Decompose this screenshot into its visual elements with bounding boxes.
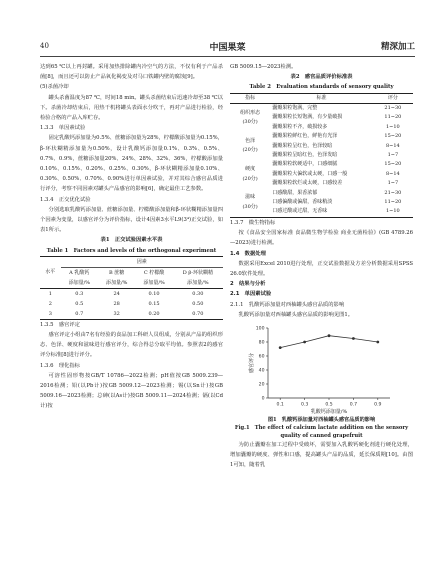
line-chart: [230, 322, 413, 416]
table2-score: 15~20: [384, 133, 402, 140]
table-cell: 28: [113, 300, 120, 307]
table-cell: 0.50: [192, 300, 204, 307]
x-axis-label: 乳酸钙添加量/%: [310, 408, 348, 415]
section-heading: 1.3.7 微生物指标: [230, 219, 276, 226]
table-cell: 24: [113, 290, 120, 297]
data-point: [328, 334, 331, 337]
journal-title: 中国果菜: [209, 43, 246, 53]
data-point: [303, 341, 306, 344]
indicator-name: 组织形态: [240, 109, 261, 116]
table1-caption: 表1 正交试验因素水平表: [100, 237, 163, 244]
table2-standard: 囊瓣果粒饱满，完整: [272, 105, 318, 112]
x-tick-label: 0.9: [374, 402, 382, 408]
section-heading: 1.4 数据处理: [230, 250, 266, 257]
left-column: [40, 62, 223, 412]
table2-score: 1~7: [387, 180, 399, 187]
table2-standard: 囊瓣果粒软烂或太硬，口感较差: [272, 180, 343, 187]
table2-caption: 表2 感官品质评价标准表: [290, 74, 353, 81]
table2-score: 11~20: [384, 114, 402, 121]
table2-standard: 囊瓣果粒大偏软或太硬，口感一般: [272, 170, 348, 177]
y-tick-label: 100: [255, 326, 265, 332]
table1-col-header: C 柠檬酸: [143, 269, 165, 276]
table2-standard: 囊瓣果粒不齐，破损较多: [272, 123, 328, 130]
y-axis-label: 感官评分: [249, 352, 255, 373]
table2-header: 标准: [316, 94, 327, 101]
table-cell: 32: [113, 310, 120, 317]
table2-score: 1~10: [386, 123, 400, 130]
table1: [40, 256, 223, 320]
right-column: [230, 62, 413, 471]
figure-caption-zh: 图1 乳酸钙添加量对西柚罐头感官品质的影响: [267, 416, 376, 423]
subheading: (5)杀菌冷却: [40, 84, 69, 91]
table-row: [40, 299, 223, 309]
series-line: [280, 336, 378, 348]
indicator-score: (30分): [242, 119, 258, 126]
figure-caption-en-2: [230, 432, 413, 440]
paragraph: 按《食品安全国家标准 食品微生物学检验 商业无菌检验》(GB 4789.26—2023)进行检测。: [230, 230, 413, 247]
table-cell: 1: [48, 290, 52, 297]
section-heading: 2.1 单因素试验: [230, 291, 272, 298]
table2-score: 21~30: [384, 105, 402, 112]
indicator-name: 硬度: [245, 166, 256, 173]
table2-score: 11~20: [384, 199, 402, 206]
data-point: [279, 346, 282, 349]
table1-unit: 添加量/%: [143, 279, 165, 286]
paragraph: 固定乳酸钙添加量为0.5%、蔗糖添加量为28%，柠檬酸添加量为0.15%，β-环状糊精添加量为0.50%，设计乳酸钙添加量0.1%、0.3%、0.5%、0.7%、0.9%，蔗糖添加量20%、24%、28%、32%、36%，柠檬酸添加量0.10%、0.15%、0.20%、0.25%、0.30%，β-环状糊精添加量0.10%、0.30%、0.50%、0.70%、0.90%进行单因素试验，并对其综合感官品质进行评分，考察不同因素对罐头产品感官的影响[6]，确定最佳工艺参数。: [40, 135, 223, 193]
paragraph: 乳酸钙添加量对西柚罐头感官品质的影响见图1。: [238, 311, 354, 318]
x-tick-label: 0.3: [300, 402, 309, 408]
table-row: [40, 309, 223, 320]
table-row: [40, 288, 223, 299]
table2: [230, 93, 413, 218]
table-cell: 2: [48, 300, 52, 307]
table2-caption-en: Table 2 Evaluation standards of sensory quality: [249, 84, 394, 91]
table2-standard: 囊瓣果粒呈红色，色泽较暗: [272, 142, 333, 149]
header-rule: [40, 56, 415, 57]
table-cell: 0.3: [75, 290, 84, 297]
paragraph: 感官评定小组由7名有经验的食品加工科研人员组成，分别从产品的组织形态、色泽、硬度和滋味进行感官评分，综合得总分取平均值。参照表2的感官评分标准[8]进行评分。: [40, 332, 223, 359]
y-tick-label: 60: [258, 354, 265, 360]
indicator-name: 滋味: [245, 194, 256, 201]
page-header: [40, 38, 415, 54]
table-row: [230, 132, 413, 141]
table1-group-header: 因素: [61, 256, 223, 267]
indicator-score: (20分): [242, 175, 258, 182]
paragraph: 为防止囊瓣在加工过程中受破坏，需要加入乳酸钙硬化剂进行硬化处理，增加囊瓣的硬度、弹性和口感，提高罐头产品的品质，延长保质期[10]。由图1可知，随着乳: [230, 441, 413, 469]
table2-header: 指标: [245, 94, 256, 101]
table2-standard: 口感过酸或过甜，无香味: [272, 208, 328, 215]
table1-unit: 添加量/%: [105, 279, 128, 286]
paragraph: 罐头杀菌温度为87 ℃，时间18 min。罐头杀菌结束后迅速冷却至38 ℃以下。杀菌冷却结束后，用热干机将罐头表面水分吹干，再对产品进行检验，经检验合格的产品入库贮存。: [40, 94, 223, 122]
section-heading: 1.3.5 感官评定: [40, 321, 80, 328]
table2-score: 21~30: [384, 189, 402, 196]
table-cell: 3: [48, 310, 52, 317]
table-row: [230, 104, 413, 114]
table2-score: 8~14: [386, 142, 400, 149]
table-cell: 0.15: [148, 300, 160, 307]
y-tick-label: 80: [258, 340, 265, 346]
table2-indicator: [230, 104, 270, 133]
table2-standard: 囊瓣果粒呈暗红色，色泽发暗: [272, 152, 338, 159]
table2-standard: 口感酸甜，果香浓郁: [272, 189, 318, 196]
table1-col-header: B 蔗糖: [109, 269, 125, 276]
table1-unit: 添加量/%: [187, 279, 209, 286]
table2-indicator: [230, 160, 270, 188]
paragraph: 达到65 ℃以上再封罐。采用加热排除罐内冷空气的方法，不仅有利于产品杀菌[8]，而且还可以防止产品氧化褐变及对马口铁罐内壁的腐蚀[9]。: [40, 64, 223, 81]
paragraph: 分别选取乳酸钙添加量、蔗糖添加量、柠檬酸添加量和β-环状糊精添加量四个因素为变量，以感官评分为评价指标，设计4因素3水平L9(3⁴)正交试验，如表1所示。: [40, 206, 223, 234]
table2-standard: 囊瓣果粒软硬适中，口感细腻: [272, 161, 338, 168]
page-number: 40: [40, 42, 49, 50]
table1-unit: 添加量/%: [68, 279, 90, 286]
table2-score: 8~14: [386, 170, 400, 177]
table1-col-header: D β-环状糊精: [182, 269, 213, 276]
x-tick-label: 0.7: [349, 402, 358, 408]
indicator-score: (30分): [242, 203, 258, 210]
y-tick-label: 20: [258, 382, 265, 388]
table2-score: 1~10: [386, 208, 400, 215]
table1-level-header: 水平: [45, 269, 56, 276]
indicator-score: (20分): [242, 147, 258, 154]
table-cell: 0.5: [75, 300, 84, 307]
table2-indicator: [230, 189, 270, 218]
table2-score: 1~7: [387, 152, 399, 159]
table-cell: 0.10: [148, 290, 160, 297]
section-heading: 1.3.6 理化指标: [40, 362, 80, 369]
table-cell: 0.20: [148, 310, 160, 317]
table2-indicator: [230, 132, 270, 160]
paragraph: 数据采用Excel 2010进行处理，正交试验数据及方差分析数据采用SPSS 26.0软件处理。: [230, 260, 413, 277]
figure-caption: [230, 416, 413, 424]
table-row: [230, 160, 413, 169]
paragraph: GB 5009.15—2023检测。: [230, 64, 297, 70]
table-cell: 0.70: [192, 310, 204, 317]
table2-header: 评分: [387, 94, 398, 101]
table2-body: [230, 104, 413, 218]
section-heading: 2 结果与分析: [230, 281, 266, 288]
section-heading: 2.1.1 乳酸钙添加量对西柚罐头感官品质的影响: [230, 301, 345, 308]
table-cell: 0.7: [75, 310, 84, 317]
table-cell: 0.30: [192, 290, 204, 297]
section-heading: 1.3.3 单因素试验: [40, 125, 86, 132]
table1-col-header: A 乳酸钙: [69, 269, 90, 276]
indicator-name: 色泽: [245, 137, 256, 144]
x-tick-label: 0.1: [276, 402, 284, 408]
y-tick-label: 40: [258, 368, 265, 374]
x-tick-label: 0.5: [325, 402, 333, 408]
data-point: [376, 341, 379, 344]
table1-caption-en: Table 1 Factors and levels of the orthogonal experiment: [46, 247, 217, 254]
figure-caption-en-line1: Fig.1 The effect of calcium lactate addition on the sensory: [234, 424, 409, 431]
table-row: [230, 189, 413, 198]
section-title: 精深加工: [380, 42, 415, 52]
y-tick-label: 0: [261, 396, 265, 402]
table2-standard: 囊瓣果粒长短饱满，有少量破损: [272, 114, 343, 121]
data-point: [352, 337, 355, 340]
table2-standard: 囊瓣果粒鲜红色，鲜艳有光泽: [272, 133, 338, 140]
figure-caption-en: [230, 424, 413, 432]
figure-caption-en-line2: quality of canned grapefruit: [280, 432, 363, 439]
table2-score: 15~20: [384, 161, 402, 168]
paragraph: 可溶性固形物按GB/T 10786—2022检测；pH值按GB 5009.239—2016检测；铅(以Pb计)按GB 5009.12—2023检测；锡(以Sn计)按GB 5009.16—2023检测；总砷(以As计)按GB 5009.11—2024检测；镉(以Cd计)按: [40, 372, 223, 410]
table2-standard: 口感偏酸或偏甜，香味稍淡: [272, 199, 333, 206]
section-heading: 1.3.4 正交优化试验: [40, 196, 91, 203]
